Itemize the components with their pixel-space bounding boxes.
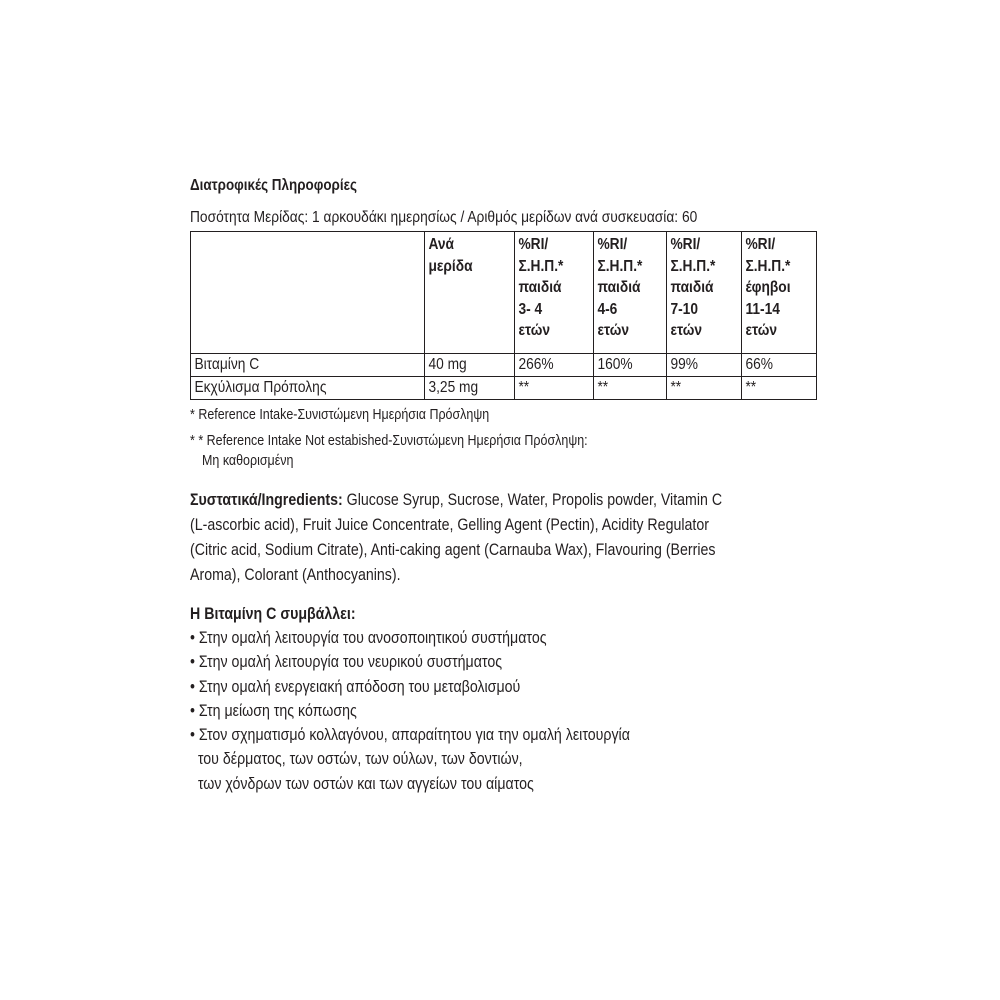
header-ri-col-2 bbox=[594, 232, 667, 354]
vitamin-c-benefits-list bbox=[190, 626, 830, 796]
header-line: %RI/ bbox=[670, 236, 701, 253]
bullet-icon: • bbox=[190, 629, 195, 647]
bullet-icon: • bbox=[190, 726, 195, 745]
row-name: Βιταμίνη C bbox=[191, 354, 425, 377]
list-item-continuation: του δέρματος, των οστών, των ούλων, των δοντιών, bbox=[197, 750, 523, 769]
table-row bbox=[191, 377, 817, 400]
header-line: ετών bbox=[670, 322, 703, 339]
header-line: Σ.Η.Π.* bbox=[745, 257, 791, 275]
header-line: %RI/ bbox=[597, 236, 628, 253]
header-line: παιδιά bbox=[670, 279, 714, 296]
serving-info: Ποσότητα Μερίδας: 1 αρκουδάκι ημερησίως / Αριθμός μερίδων ανά συσκευασία: 60 bbox=[190, 209, 698, 226]
ingredients-text: Glucose Syrup, Sucrose, Water, Propolis powder, Vitamin C bbox=[342, 491, 723, 509]
row-value: ** bbox=[594, 377, 667, 400]
list-item: • Στον σχηματισμό κολλαγόνου, απαραίτητου για την ομαλή λειτουργία του δέρματος, των οστών, των ούλων, των δοντιών, των χόνδρων των οστών και των αγγείων του αίματος bbox=[190, 723, 830, 796]
header-line: Σ.Η.Π.* bbox=[597, 257, 643, 275]
vitamin-c-title: Η Βιταμίνη C συμβάλλει: bbox=[190, 605, 356, 623]
header-line: %RI/ bbox=[745, 236, 776, 253]
header-line: έφηβοι bbox=[745, 279, 791, 296]
list-item-continuation: των χόνδρων των οστών και των αγγείων του αίματος bbox=[197, 774, 534, 793]
table-row bbox=[191, 354, 817, 377]
row-value: 266% bbox=[515, 354, 594, 377]
footnote-ri: * Reference Intake-Συνιστώμενη Ημερήσια Πρόσληψη bbox=[190, 407, 490, 423]
header-line: ετών bbox=[745, 322, 778, 339]
ingredients-line: (L-ascorbic acid), Fruit Juice Concentrate, Gelling Agent (Pectin), Acidity Regulator bbox=[190, 516, 709, 534]
bullet-icon: • bbox=[190, 677, 195, 696]
header-per-serving bbox=[425, 232, 515, 354]
list-item: • Στη μείωση της κόπωσης bbox=[190, 701, 357, 720]
ingredients-block bbox=[190, 488, 830, 588]
bullet-icon: • bbox=[190, 701, 195, 720]
row-amount: 40 mg bbox=[425, 354, 515, 377]
header-line: 4-6 bbox=[597, 300, 618, 318]
product-info-panel bbox=[190, 175, 830, 796]
header-per-serving-line: Ανά bbox=[428, 236, 454, 253]
ingredients-line: Aroma), Colorant (Anthocyanins). bbox=[190, 566, 401, 584]
row-value: ** bbox=[742, 377, 817, 400]
header-ri-col-3 bbox=[667, 232, 742, 354]
header-line: ετών bbox=[597, 322, 630, 339]
row-value: ** bbox=[667, 377, 742, 400]
table-header-row bbox=[191, 232, 817, 354]
header-empty-cell bbox=[191, 232, 425, 354]
header-line: Σ.Η.Π.* bbox=[518, 257, 564, 275]
row-value: ** bbox=[515, 377, 594, 400]
header-per-serving-line: μερίδα bbox=[428, 257, 473, 275]
ingredients-line bbox=[190, 488, 740, 513]
header-line: παιδιά bbox=[518, 279, 562, 296]
nutrition-title: Διατροφικές Πληροφορίες bbox=[190, 177, 357, 194]
header-ri-col-1 bbox=[515, 232, 594, 354]
row-value: 160% bbox=[594, 354, 667, 377]
row-value: 99% bbox=[667, 354, 742, 377]
list-item: • Στην ομαλή λειτουργία του ανοσοποιητικού συστήματος bbox=[190, 629, 547, 647]
footnote-ri-not-established-cont: Μη καθορισμένη bbox=[202, 453, 294, 469]
header-line: %RI/ bbox=[518, 236, 549, 253]
bullet-icon: • bbox=[190, 653, 195, 672]
row-value: 66% bbox=[742, 354, 817, 377]
row-amount: 3,25 mg bbox=[425, 377, 515, 400]
footnote-ri-not-established: * * Reference Intake Not estabished-Συνιστώμενη Ημερήσια Πρόσληψη: bbox=[190, 433, 588, 449]
ingredients-line: (Citric acid, Sodium Citrate), Anti-caking agent (Carnauba Wax), Flavouring (Berries bbox=[190, 541, 716, 559]
header-line: 11-14 bbox=[745, 300, 780, 318]
row-name: Εκχύλισμα Πρόπολης bbox=[191, 377, 425, 400]
ingredients-label: Συστατικά/Ingredients: bbox=[190, 491, 343, 509]
header-line: 7-10 bbox=[670, 300, 698, 318]
header-line: ετών bbox=[518, 322, 551, 339]
header-ri-col-4 bbox=[742, 232, 817, 354]
header-line: 3- 4 bbox=[518, 300, 543, 318]
header-line: παιδιά bbox=[597, 279, 641, 296]
list-item: • Στην ομαλή ενεργειακή απόδοση του μεταβολισμού bbox=[190, 677, 521, 696]
header-line: Σ.Η.Π.* bbox=[670, 257, 716, 275]
list-item: • Στην ομαλή λειτουργία του νευρικού συστήματος bbox=[190, 653, 503, 672]
nutrition-table bbox=[190, 231, 817, 400]
